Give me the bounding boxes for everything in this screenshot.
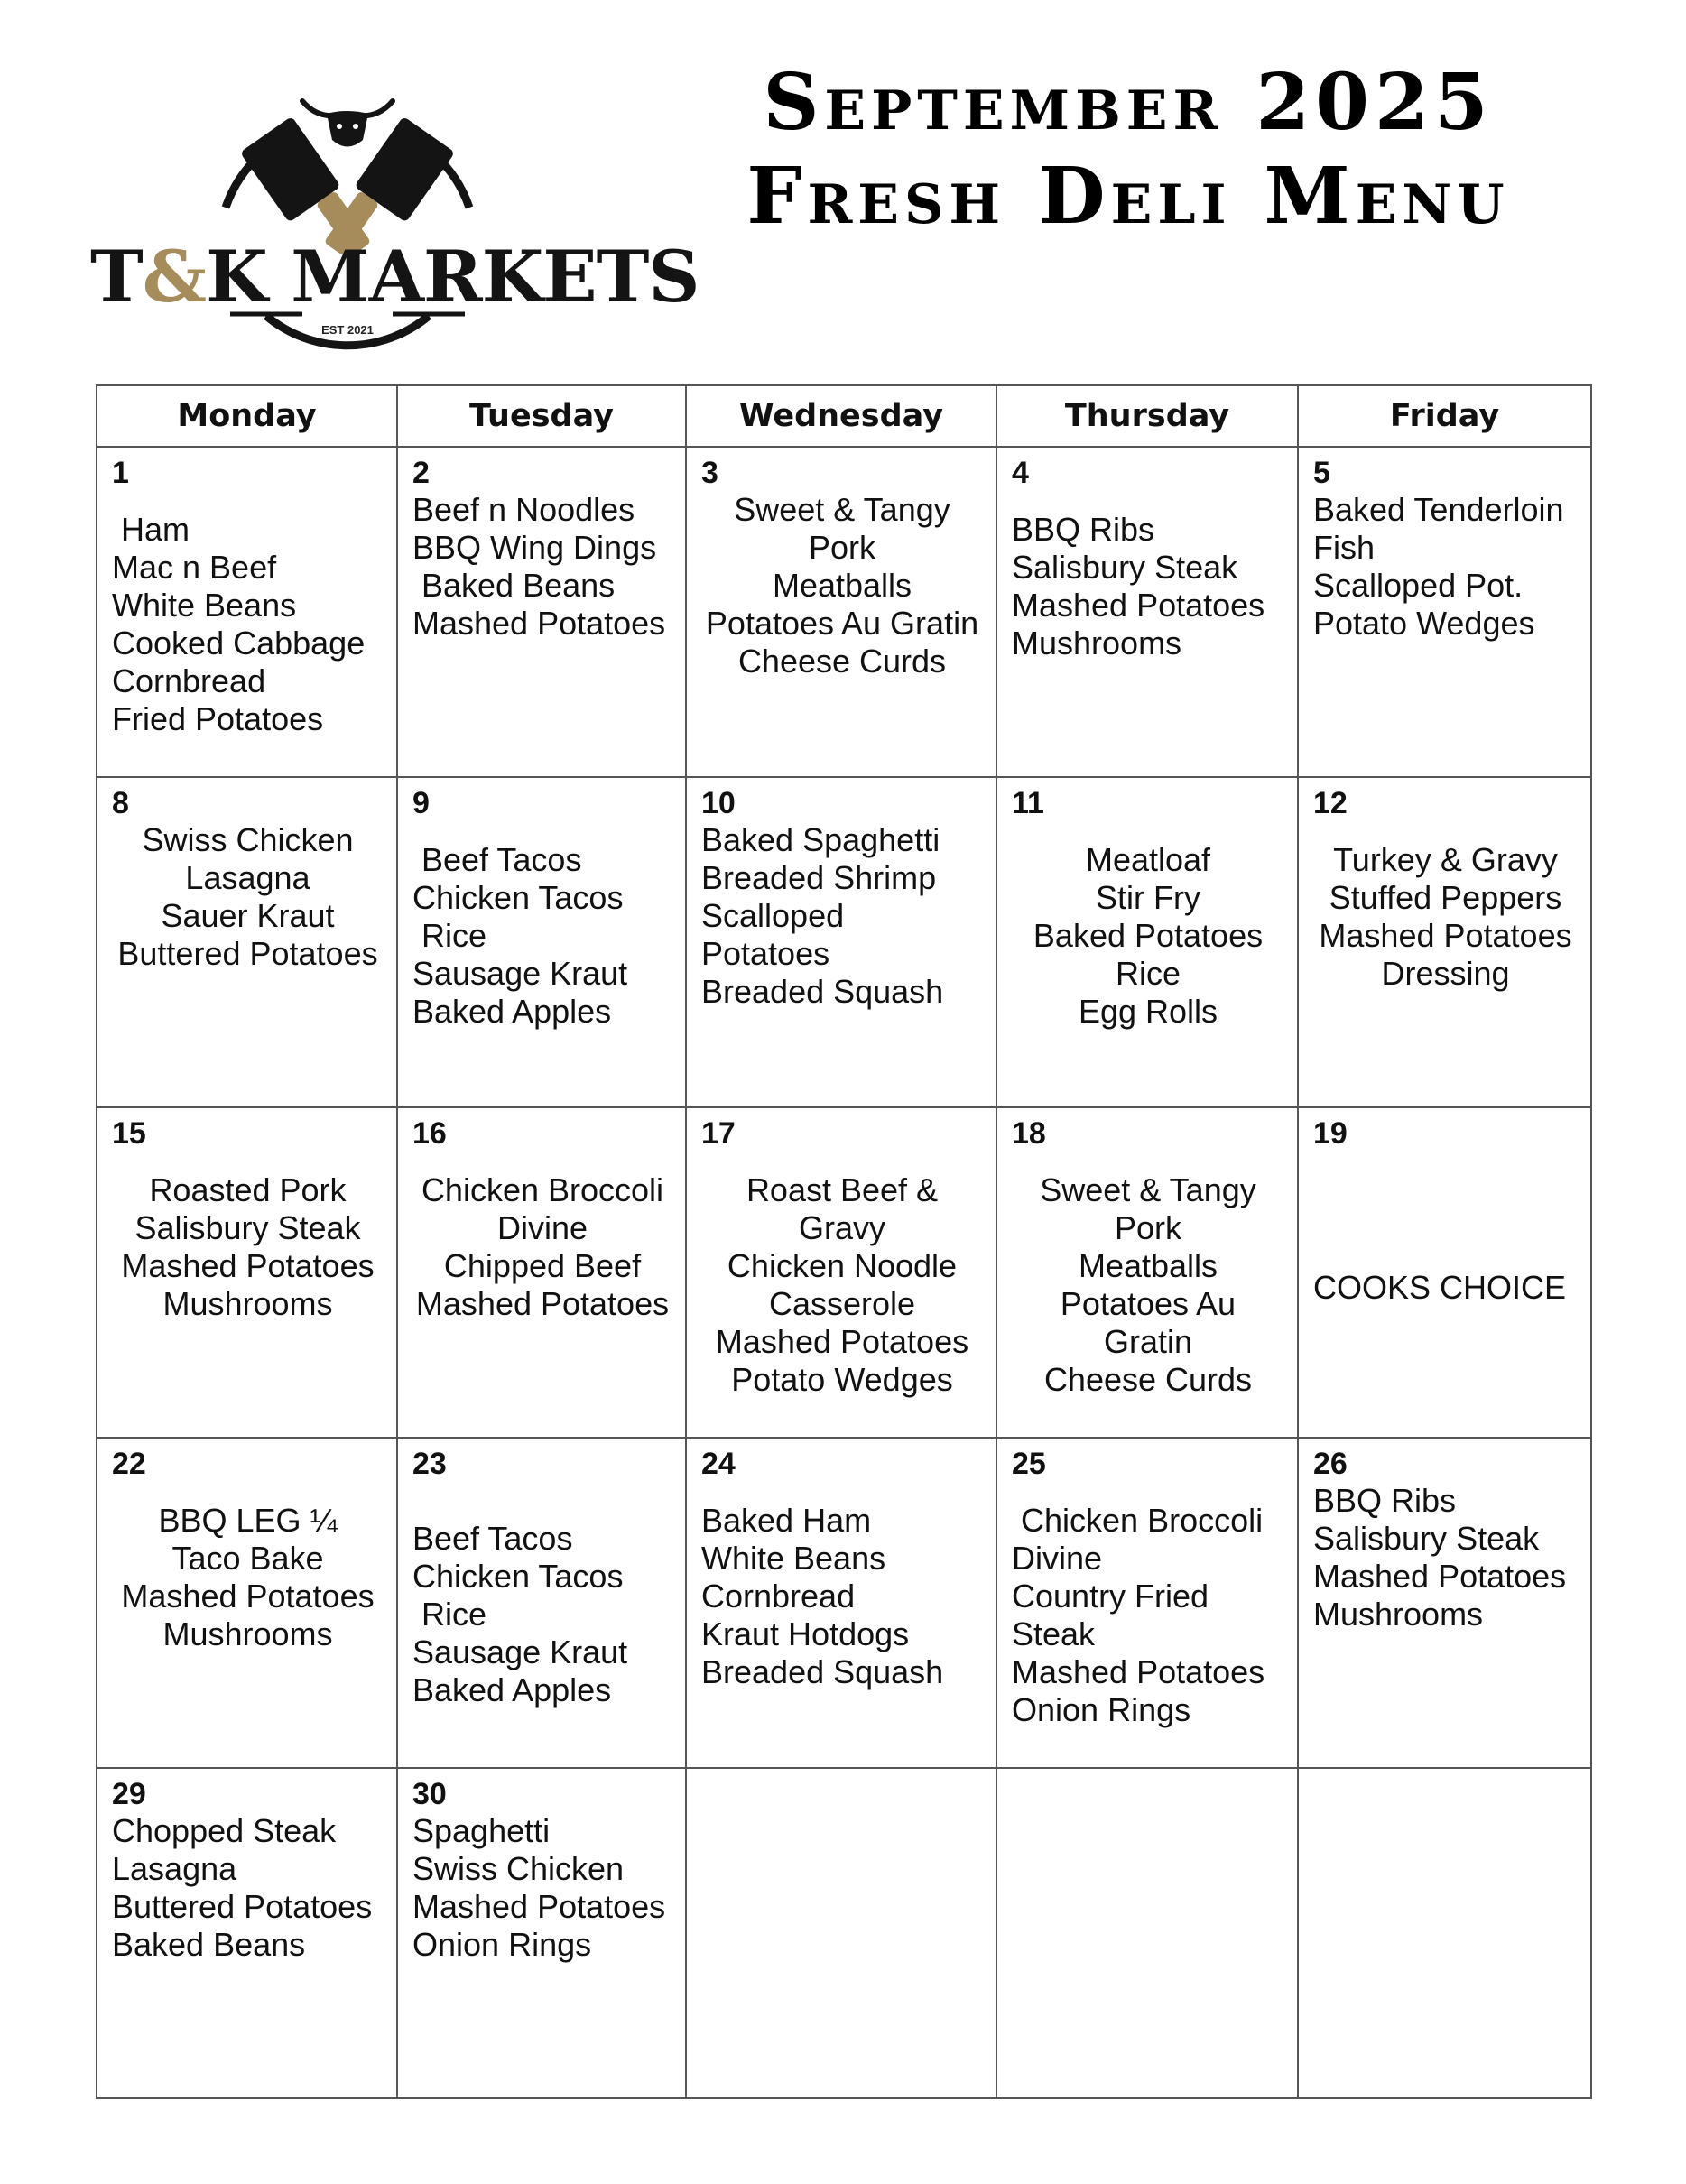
menu-item: Mashed Potatoes [412,605,666,642]
day-number: 23 [412,1447,447,1481]
menu-item: Mashed Potatoes [1012,587,1265,624]
calendar-day-cell [996,1438,1298,1768]
menu-item: Pork [808,529,876,566]
calendar-body [97,447,1591,2098]
menu-item: BBQ Ribs [1012,511,1155,548]
calendar-day-cell [97,777,397,1107]
menu-item: Buttered Potatoes [112,1888,373,1925]
menu-item: Cornbread [701,1578,856,1615]
menu-item: Breaded Squash [701,973,944,1010]
menu-calendar [96,384,1592,2099]
menu-items [701,1502,983,1691]
menu-item: Salisbury Steak [1012,549,1238,586]
day-number: 29 [112,1777,146,1811]
menu-item: Egg Rolls [1078,993,1218,1030]
brand-established: EST 2021 [321,323,374,337]
menu-item: Meatloaf [1085,841,1211,878]
menu-item: Cooked Cabbage [112,625,366,662]
menu-item: BBQ Ribs [1313,1482,1457,1519]
day-number: 4 [1012,456,1029,490]
day-number: 25 [1012,1447,1046,1481]
menu-item: Potatoes Au Gratin [705,605,979,642]
menu-items [1313,1269,1578,1307]
day-number: 26 [1313,1447,1348,1481]
menu-items [112,821,384,973]
menu-items [701,1171,983,1399]
menu-item: Mashed Potatoes [412,1888,666,1925]
menu-items [1012,841,1284,1031]
day-number: 12 [1313,786,1348,820]
calendar-week-row [97,447,1591,777]
menu-item: Dressing [1381,955,1510,992]
crossed-cleavers-bull-icon [90,90,605,361]
day-number: 3 [701,456,718,490]
menu-item: Baked Apples [412,993,612,1030]
menu-item: Sweet & Tangy [1040,1171,1256,1208]
calendar-day-cell [97,447,397,777]
calendar-week-row [97,1768,1591,2098]
menu-item: Mushrooms [1313,1596,1484,1633]
menu-item: Chicken Tacos [412,879,624,916]
calendar-day-cell [397,777,686,1107]
calendar-day-cell [1298,1438,1591,1768]
menu-item: Potatoes Au [1060,1285,1237,1322]
calendar-day-cell [97,1768,397,2098]
menu-item: BBQ LEG ¼ [158,1502,338,1539]
day-number: 24 [701,1447,736,1481]
menu-item: Beef Tacos [412,1520,573,1557]
menu-item: Pork [1114,1209,1182,1246]
menu-item: Gravy [798,1209,885,1246]
menu-item: Sweet & Tangy [734,491,950,528]
menu-item: Divine [496,1209,588,1246]
menu-items [1012,1502,1284,1729]
menu-item: Potato Wedges [731,1361,953,1398]
brand-logo [90,90,699,361]
day-number [1012,1776,1284,1812]
menu-items [412,1812,672,1964]
calendar-day-cell [996,447,1298,777]
menu-items [1313,491,1578,643]
menu-item: Sausage Kraut [412,955,628,992]
menu-item: Baked Spaghetti [701,821,940,858]
menu-items [1012,1171,1284,1399]
menu-items [1313,1482,1578,1633]
menu-item: Sausage Kraut [412,1633,628,1670]
menu-item: Mashed Potatoes [715,1323,969,1360]
menu-item: COOKS CHOICE [1313,1269,1567,1306]
menu-item: Cheese Curds [737,643,947,680]
menu-item: Country Fried [1012,1578,1209,1615]
calendar-day-cell [686,1438,996,1768]
menu-item: Mashed Potatoes [121,1247,375,1284]
calendar-day-cell [1298,777,1591,1107]
menu-item: Gratin [1103,1323,1193,1360]
menu-item: Rice [422,1596,487,1633]
brand-suffix: K MARKETS [206,235,699,319]
title-month: September 2025 [763,57,1494,148]
day-number: 5 [1313,456,1330,490]
menu-item: Buttered Potatoes [117,935,378,972]
menu-item: Turkey & Gravy [1333,841,1558,878]
calendar-day-cell [97,1438,397,1768]
menu-items [1313,841,1578,993]
weekday-header-thursday: Thursday [996,385,1298,447]
menu-item: Mac n Beef [112,549,277,586]
day-number: 1 [112,456,129,490]
menu-items [112,511,384,738]
menu-item: Mashed Potatoes [1319,917,1572,954]
day-number: 15 [112,1116,146,1151]
menu-item: Stuffed Peppers [1329,879,1562,916]
menu-item: Baked Tenderloin [1313,491,1564,528]
calendar-day-cell [397,1768,686,2098]
menu-item: Chicken Broccoli [1021,1502,1264,1539]
calendar-day-cell [996,1107,1298,1438]
menu-item: Rice [422,917,487,954]
menu-item: Baked Ham [701,1502,872,1539]
day-number: 22 [112,1447,146,1481]
menu-items [701,821,983,1011]
day-number: 17 [701,1116,736,1151]
menu-item: White Beans [112,587,297,624]
menu-item: Chicken Tacos [412,1558,624,1595]
calendar-day-cell [397,1438,686,1768]
menu-item: Cornbread [112,662,266,699]
calendar-day-cell [686,447,996,777]
menu-items [701,491,983,680]
menu-item: Beef n Noodles [412,491,635,528]
day-number: 9 [412,786,430,820]
menu-item: Breaded Squash [701,1653,944,1690]
menu-items [112,1502,384,1653]
menu-item: Divine [1012,1540,1103,1577]
menu-item: Baked Beans [422,567,616,604]
day-number: 8 [112,786,129,820]
menu-items [412,491,672,643]
menu-item: Chopped Steak [112,1812,337,1849]
menu-item: Swiss Chicken [142,821,354,858]
day-number: 16 [412,1116,447,1151]
menu-item: Taco Bake [171,1540,324,1577]
menu-item: Chipped Beef [443,1247,642,1284]
calendar-day-cell [397,1107,686,1438]
menu-item: Salisbury Steak [1313,1520,1540,1557]
menu-item: Mushrooms [162,1615,333,1652]
day-number: 30 [412,1777,447,1811]
day-number [1313,1776,1578,1812]
menu-item: Lasagna [112,1850,237,1887]
page-title [695,56,1561,244]
menu-item: Onion Rings [1012,1691,1191,1728]
menu-items [412,841,672,1031]
menu-item: Scalloped [701,897,845,934]
menu-items [112,1812,384,1964]
calendar-week-row [97,1438,1591,1768]
menu-item: Potato Wedges [1313,605,1535,642]
day-number: 18 [1012,1116,1046,1151]
weekday-header-row [97,385,1591,447]
menu-item: Spaghetti [412,1812,551,1849]
menu-item: Stir Fry [1096,879,1200,916]
menu-item: Onion Rings [412,1926,592,1963]
calendar-day-cell [1298,447,1591,777]
menu-items [112,1171,384,1323]
menu-item: Beef Tacos [422,841,582,878]
menu-item: Roasted Pork [149,1171,347,1208]
menu-items [1012,511,1284,662]
calendar-day-cell [1298,1107,1591,1438]
menu-item: Roast Beef & [746,1171,939,1208]
calendar-day-cell [1298,1768,1591,2098]
weekday-header-friday: Friday [1298,385,1591,447]
menu-item: Rice [1115,955,1181,992]
menu-item: Baked Potatoes [1033,917,1264,954]
weekday-header-monday: Monday [97,385,397,447]
menu-item: Salisbury Steak [134,1209,361,1246]
menu-item: Chicken Broccoli [421,1171,664,1208]
menu-item: Meatballs [772,567,912,604]
menu-item: Scalloped Pot. [1313,567,1524,604]
weekday-header-tuesday: Tuesday [397,385,686,447]
menu-item: Mashed Potatoes [415,1285,670,1322]
menu-item: Meatballs [1078,1247,1218,1284]
menu-item: Swiss Chicken [412,1850,625,1887]
menu-item: Baked Apples [412,1671,612,1708]
menu-item: Breaded Shrimp [701,859,937,896]
day-number: 11 [1012,786,1044,820]
menu-item: Steak [1012,1615,1096,1652]
calendar-day-cell [686,777,996,1107]
menu-item: White Beans [701,1540,886,1577]
menu-item: Sauer Kraut [161,897,335,934]
menu-item: Ham [121,511,190,548]
menu-item: Mushrooms [1012,625,1182,662]
calendar-day-cell [397,447,686,777]
menu-items [412,1520,672,1709]
day-number: 19 [1313,1116,1348,1151]
menu-item: Mushrooms [162,1285,333,1322]
menu-item: Casserole [768,1285,916,1322]
calendar-week-row [97,777,1591,1107]
day-number: 10 [701,786,736,820]
calendar-week-row [97,1107,1591,1438]
menu-item: Kraut Hotdogs [701,1615,910,1652]
menu-item: BBQ Wing Dings [412,529,657,566]
calendar-day-cell [996,777,1298,1107]
brand-wordmark [90,235,699,319]
calendar-day-cell [686,1768,996,2098]
menu-item: Cheese Curds [1043,1361,1253,1398]
calendar-day-cell [686,1107,996,1438]
menu-item: Baked Beans [112,1926,306,1963]
title-menu: Fresh Deli Menu [746,151,1510,242]
day-number [701,1776,983,1812]
menu-items [412,1171,672,1323]
menu-item: Fried Potatoes [112,700,324,737]
day-number: 2 [412,456,430,490]
menu-item: Mashed Potatoes [1012,1653,1265,1690]
menu-item: Mashed Potatoes [1313,1558,1567,1595]
menu-item: Mashed Potatoes [121,1578,375,1615]
menu-item: Fish [1313,529,1376,566]
menu-item: Potatoes [701,935,830,972]
menu-item: Chicken Noodle [727,1247,958,1284]
calendar-day-cell [996,1768,1298,2098]
weekday-header-wednesday: Wednesday [686,385,996,447]
brand-ampersand: & [142,235,207,319]
menu-item: Lasagna [185,859,310,896]
brand-prefix: T [90,235,143,319]
calendar-day-cell [97,1107,397,1438]
